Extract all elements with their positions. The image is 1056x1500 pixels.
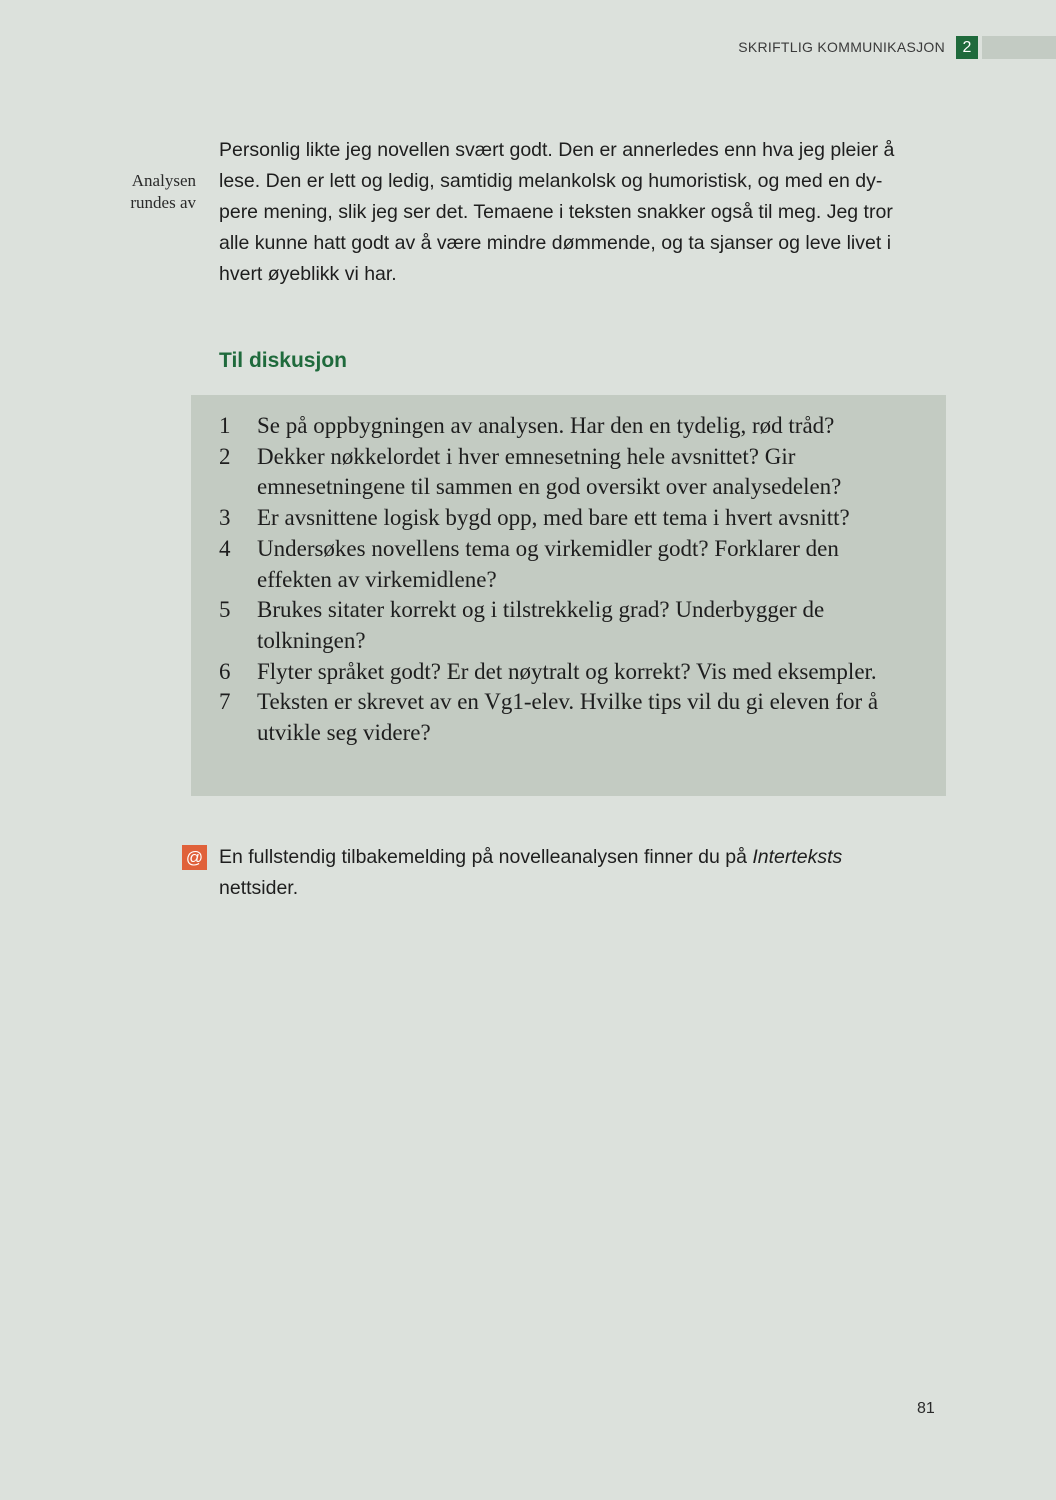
question-line: emnesetningene til sammen en god oversikt over analysedelen? <box>257 474 842 500</box>
web-note-text: En fullstendig tilbakemelding på novelleanalysen finner du på <box>219 846 753 868</box>
question-number: 7 <box>219 689 231 715</box>
discussion-questions <box>219 411 934 749</box>
question-item <box>219 687 934 748</box>
question-text <box>257 442 934 503</box>
question-item <box>219 411 934 442</box>
question-item <box>219 503 934 534</box>
question-line: tolkningen? <box>257 627 366 653</box>
question-item <box>219 442 934 503</box>
question-number: 1 <box>219 413 231 438</box>
question-number: 2 <box>219 443 231 469</box>
question-number: 4 <box>219 535 231 561</box>
margin-note <box>100 170 196 214</box>
header-band <box>982 36 1056 59</box>
question-text <box>257 657 934 688</box>
question-item <box>219 534 934 595</box>
discussion-heading: Til diskusjon <box>219 349 347 372</box>
chapter-number-badge: 2 <box>956 36 978 59</box>
page-number: 81 <box>917 1400 935 1417</box>
question-line: Er avsnittene logisk bygd opp, med bare ett tema i hvert avsnitt? <box>257 505 850 531</box>
question-text <box>257 503 934 534</box>
body-line: Personlig likte jeg novellen svært godt. Den er annerledes enn hva jeg pleier å <box>219 139 895 161</box>
running-header <box>0 36 1056 60</box>
chapter-title: SKRIFTLIG KOMMUNIKASJON <box>738 39 945 55</box>
body-line: pere mening, slik jeg ser det. Temaene i teksten snakker også til meg. Jeg tror <box>219 201 893 223</box>
question-text <box>257 411 934 442</box>
web-note-italic: Interteksts <box>752 846 843 868</box>
margin-note-line: Analysen <box>131 171 196 190</box>
body-paragraph <box>219 135 929 290</box>
question-number: 6 <box>219 658 231 684</box>
margin-note-line: rundes av <box>130 193 196 212</box>
question-item <box>219 595 934 656</box>
question-line: effekten av virkemidlene? <box>257 566 497 592</box>
body-line: lese. Den er lett og ledig, samtidig melankolsk og humoristisk, og med en dy- <box>219 170 883 192</box>
question-line: Flyter språket godt? Er det nøytralt og korrekt? Vis med eksempler. <box>257 658 877 684</box>
at-sign-icon: @ <box>182 845 207 870</box>
web-note-text-end: nettsider. <box>219 877 299 899</box>
question-text <box>257 687 934 748</box>
web-resource-note <box>219 842 919 904</box>
question-line: Teksten er skrevet av en Vg1-elev. Hvilke tips vil du gi eleven for å <box>257 689 879 715</box>
question-line: Dekker nøkkelordet i hver emnesetning hele avsnittet? Gir <box>257 443 796 469</box>
question-line: utvikle seg videre? <box>257 720 431 746</box>
question-line: Se på oppbygningen av analysen. Har den en tydelig, rød tråd? <box>257 413 835 438</box>
question-text <box>257 595 934 656</box>
question-line: Undersøkes novellens tema og virkemidler godt? Forklarer den <box>257 535 839 561</box>
question-number: 5 <box>219 597 231 623</box>
question-text <box>257 534 934 595</box>
question-number: 3 <box>219 505 231 531</box>
question-item <box>219 657 934 688</box>
body-line: alle kunne hatt godt av å være mindre dømmende, og ta sjanser og leve livet i <box>219 232 892 254</box>
body-line: hvert øyeblikk vi har. <box>219 263 397 285</box>
question-line: Brukes sitater korrekt og i tilstrekkelig grad? Underbygger de <box>257 597 825 623</box>
